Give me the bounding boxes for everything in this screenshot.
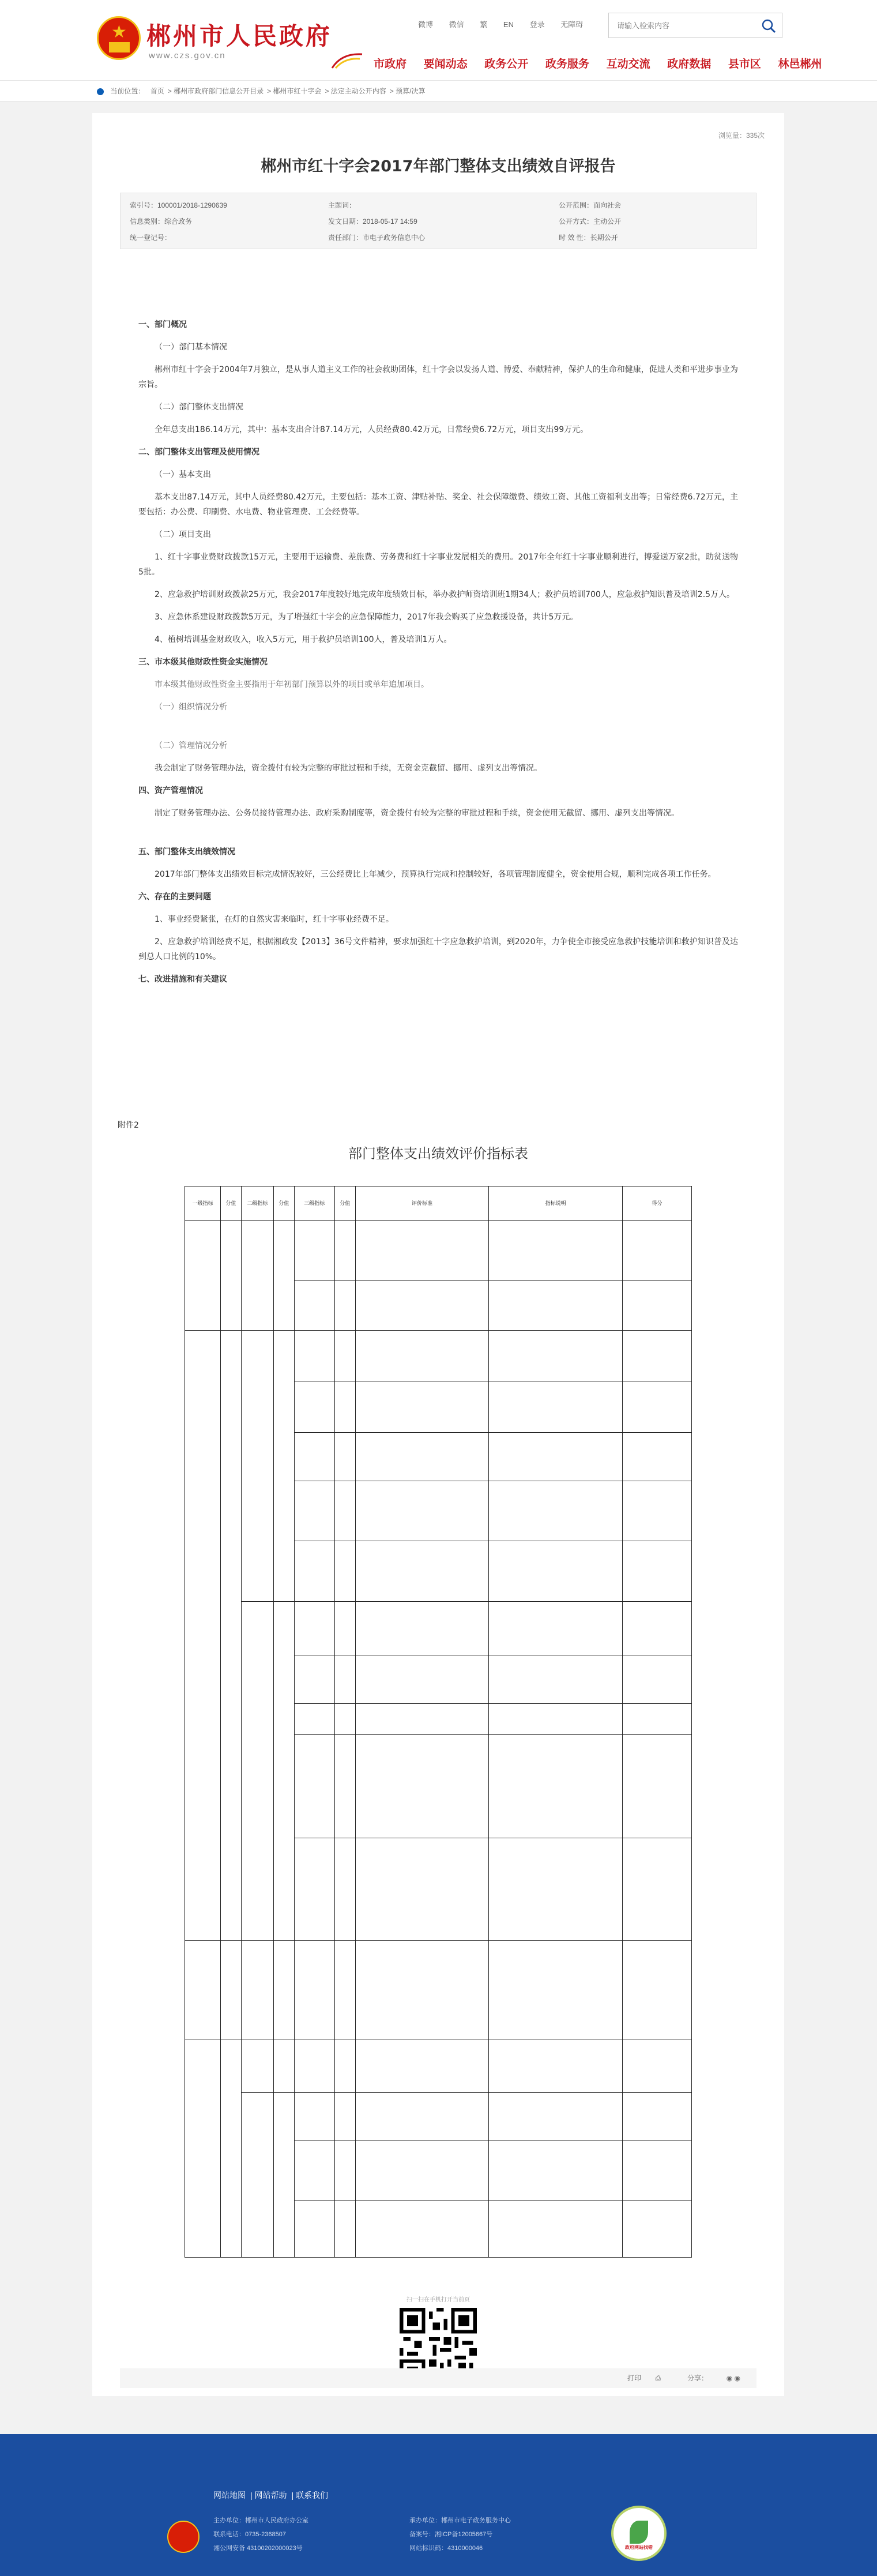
subsection-heading: （二）项目支出: [155, 530, 211, 539]
footer-operator: 承办单位：郴州市电子政务服务中心: [409, 2517, 511, 2524]
paragraph: 郴州市红十字会于2004年7月独立，是从事人道主义工作的社会救助团体，红十字会以发扬人道、博爱、奉献精神，保护人的生命和健康，促进人类和平进步事业为宗旨。: [138, 365, 738, 389]
accessibility-link[interactable]: 无障碍: [560, 20, 584, 29]
section-heading: 六、存在的主要问题: [138, 892, 211, 902]
meta-validity: 时 效 性：长期公开: [559, 234, 618, 242]
paragraph: 3、应急体系建设财政拨款5万元，为了增强红十字会的应急保障能力，2017年我会购买了应急救援设备，共计5万元。: [155, 613, 578, 622]
top-tools: [418, 18, 597, 29]
table-header: 二级指标: [241, 1186, 273, 1221]
table-title: 部门整体支出绩效评价指标表: [348, 1146, 528, 1162]
table-header: 分值: [334, 1186, 355, 1221]
table-row: [185, 2092, 692, 2141]
breadcrumb: 当前位置： 首页 > 郴州市政府部门信息公开目录 > 郴州市红十字会 > 法定主动公开内容 > 预算/决算: [0, 81, 877, 102]
nav-gov-data[interactable]: 政府数据: [667, 58, 712, 70]
meta-responsible: 责任部门：市电子政务信息中心: [328, 234, 426, 242]
english-link[interactable]: EN: [503, 20, 514, 29]
search-input[interactable]: [609, 13, 753, 37]
main-nav: [374, 55, 837, 71]
search-box: [608, 13, 782, 38]
table-header: 指标说明: [489, 1186, 623, 1221]
section-heading: 四、资产管理情况: [138, 786, 203, 795]
table-row: [185, 1330, 692, 1381]
badge-text: 政府网站找错: [625, 2545, 653, 2550]
table-row: [185, 1601, 692, 1655]
table-header: 三级指标: [294, 1186, 334, 1221]
printer-icon[interactable]: ⎙: [655, 2374, 661, 2382]
section-heading: 七、改进措施和有关建议: [138, 975, 227, 984]
table-header: 一级指标: [185, 1186, 221, 1221]
weibo-link[interactable]: 微博: [418, 20, 434, 29]
site-header: [0, 0, 877, 81]
print-button[interactable]: 打印: [627, 2374, 641, 2382]
subsection-heading: （一）基本支出: [155, 470, 211, 479]
national-emblem-icon[interactable]: ★: [97, 16, 141, 60]
breadcrumb-public-content[interactable]: 法定主动公开内容: [330, 87, 386, 95]
footer-phone: 联系电话：0735-2368507: [213, 2531, 286, 2538]
meta-publish-date: 发文日期：2018-05-17 14:59: [328, 217, 417, 226]
nav-city-government[interactable]: 市政府: [374, 58, 407, 70]
footer-contact-link[interactable]: 联系我们: [296, 2491, 329, 2500]
breadcrumb-budget[interactable]: 预算/决算: [396, 87, 426, 95]
nav-counties[interactable]: 县市区: [728, 58, 761, 70]
paragraph: 2017年部门整体支出绩效目标完成情况较好，三公经费比上年减少，预算执行完成和控制较好，各项管理制度健全，资金使用合规，顺利完成各项工作任务。: [155, 870, 716, 879]
meta-category: 信息类别：综合政务: [130, 217, 193, 226]
subsection-heading: （一）组织情况分析: [155, 703, 227, 712]
search-icon[interactable]: [761, 18, 776, 33]
nav-linyi-chenzhou[interactable]: 林邑郴州: [778, 58, 822, 70]
paragraph: 我会制定了财务管理办法，资金拨付有较为完整的审批过程和手续，无资金克截留、挪用、虚列支出等情况。: [155, 764, 542, 773]
site-title[interactable]: 郴州市人民政府: [146, 22, 333, 50]
traditional-chinese-link[interactable]: 繁: [480, 20, 488, 29]
indicator-table: [185, 1186, 692, 2258]
table-header: 分值: [273, 1186, 294, 1221]
footer-host: 主办单位：郴州市人民政府办公室: [213, 2517, 308, 2524]
article-body: [138, 317, 738, 994]
footer-police[interactable]: 湘公网安备 43100202000023号: [213, 2545, 303, 2552]
section-heading: 三、市本级其他财政性资金实施情况: [138, 658, 268, 667]
meta-index-no: 索引号：100001/2018-1290639: [130, 201, 227, 209]
section-heading: 五、部门整体支出绩效情况: [138, 847, 235, 857]
meta-subject: 主题词：: [328, 201, 356, 209]
breadcrumb-label: 当前位置：: [110, 87, 145, 95]
wechat-link[interactable]: 微信: [449, 20, 464, 29]
find-error-badge[interactable]: [611, 2506, 667, 2561]
paragraph: 全年总支出186.14万元，其中：基本支出合计87.14万元，人员经费80.42万元，日常经费6.72万元，项目支出99万元。: [155, 425, 589, 434]
nav-news[interactable]: 要闻动态: [423, 58, 468, 70]
footer-sitemap-link[interactable]: 网站地图: [213, 2491, 246, 2500]
breadcrumb-home[interactable]: 首页: [150, 87, 164, 95]
nav-services[interactable]: 政务服务: [545, 58, 589, 70]
footer-icp[interactable]: 备案号：湘ICP备12005667号: [409, 2531, 493, 2538]
breadcrumb-directory[interactable]: 郴州市政府部门信息公开目录: [174, 87, 264, 95]
location-icon: [97, 88, 104, 95]
nav-government-affairs[interactable]: 政务公开: [484, 58, 529, 70]
site-url: www.czs.gov.cn: [149, 51, 226, 61]
attachment-label: 附件2: [118, 1121, 139, 1130]
paragraph: 2、应急救护培训财政拨款25万元，我会2017年度较好地完成年度绩效目标，举办救护师资培训班1期34人；救护员培训700人，应急救护知识普及培训2.5万人。: [155, 590, 735, 599]
table-header-row: [185, 1186, 692, 1221]
meta-public-form: 公开方式：主动公开: [559, 217, 622, 226]
table-row: [185, 1940, 692, 2040]
site-footer: [0, 2434, 877, 2576]
footer-help-link[interactable]: 网站帮助: [254, 2491, 287, 2500]
table-header: 得分: [623, 1186, 692, 1221]
qr-caption: 扫一扫在手机打开当前页: [406, 2297, 470, 2303]
table-header: 评价标准: [355, 1186, 489, 1221]
paragraph: 4、植树培训基金财政收入，收入5万元，用于救护员培训100人，普及培训1万人。: [155, 635, 452, 644]
paragraph: 制定了财务管理办法、公务员接待管理办法、政府采购制度等，资金拨付有较为完整的审批过程和手续，资金使用无截留、挪用、虚列支出等情况。: [155, 809, 679, 818]
footer-emblem-icon: [167, 2521, 200, 2553]
table-header: 分值: [220, 1186, 241, 1221]
breadcrumb-department[interactable]: 郴州市红十字会: [273, 87, 322, 95]
nav-decoration-icon: [330, 51, 364, 70]
section-heading: 二、部门整体支出管理及使用情况: [138, 448, 259, 457]
share-icons[interactable]: ◉ ◉: [726, 2374, 740, 2382]
paragraph: 市本级其他财政性资金主要指用于年初部门预算以外的项目或单年追加项目。: [155, 680, 429, 689]
subsection-heading: （二）管理情况分析: [155, 741, 227, 750]
subsection-heading: （二）部门整体支出情况: [155, 403, 243, 412]
table-row: [185, 2040, 692, 2093]
paragraph: 基本支出87.14万元，其中人员经费80.42万元，主要包括：基本工资、津贴补贴、奖金、社会保障缴费、绩效工资、其他工资福利支出等；日常经费6.72万元，主要包括：办公费、印刷费、水电费、物业管理费、工会经费等。: [138, 493, 738, 517]
page-title: 郴州市红十字会2017年部门整体支出绩效自评报告: [261, 157, 616, 175]
view-count: 浏览量：335次: [718, 132, 765, 140]
meta-unified-code: 统一登记号：: [130, 234, 172, 242]
paragraph: 1、红十字事业费财政拨款15万元，主要用于运输费、差旅费、劳务费和红十字事业发展相关的费用。2017年全年红十字事业顺利进行，博爱送万家2批，助贫送物5批。: [138, 553, 738, 577]
document-meta: [120, 193, 756, 249]
subsection-heading: （一）部门基本情况: [155, 343, 227, 352]
footer-links: 网站地图 | 网站帮助 | 联系我们: [213, 2491, 329, 2500]
share-label: 分享：: [687, 2374, 708, 2382]
footer-site-code: 网站标识码：4310000046: [409, 2545, 483, 2552]
paragraph: 2、应急救护培训经费不足，根据湘政发【2013】36号文件精神，要求加强红十字应急救护培训，到2020年，力争使全市接受应急救护技能培训和救护知识普及达到总人口比例的10%。: [138, 937, 738, 962]
meta-public-scope: 公开范围：面向社会: [559, 201, 622, 209]
paragraph: 1、事业经费紧张，在灯的自然灾害来临时，红十字事业经费不足。: [155, 915, 394, 924]
article-container: [92, 113, 784, 2396]
section-heading: 一、部门概况: [138, 320, 187, 329]
nav-interaction[interactable]: 互动交流: [606, 58, 650, 70]
table-row: [185, 1221, 692, 1281]
login-link[interactable]: 登录: [529, 20, 545, 29]
